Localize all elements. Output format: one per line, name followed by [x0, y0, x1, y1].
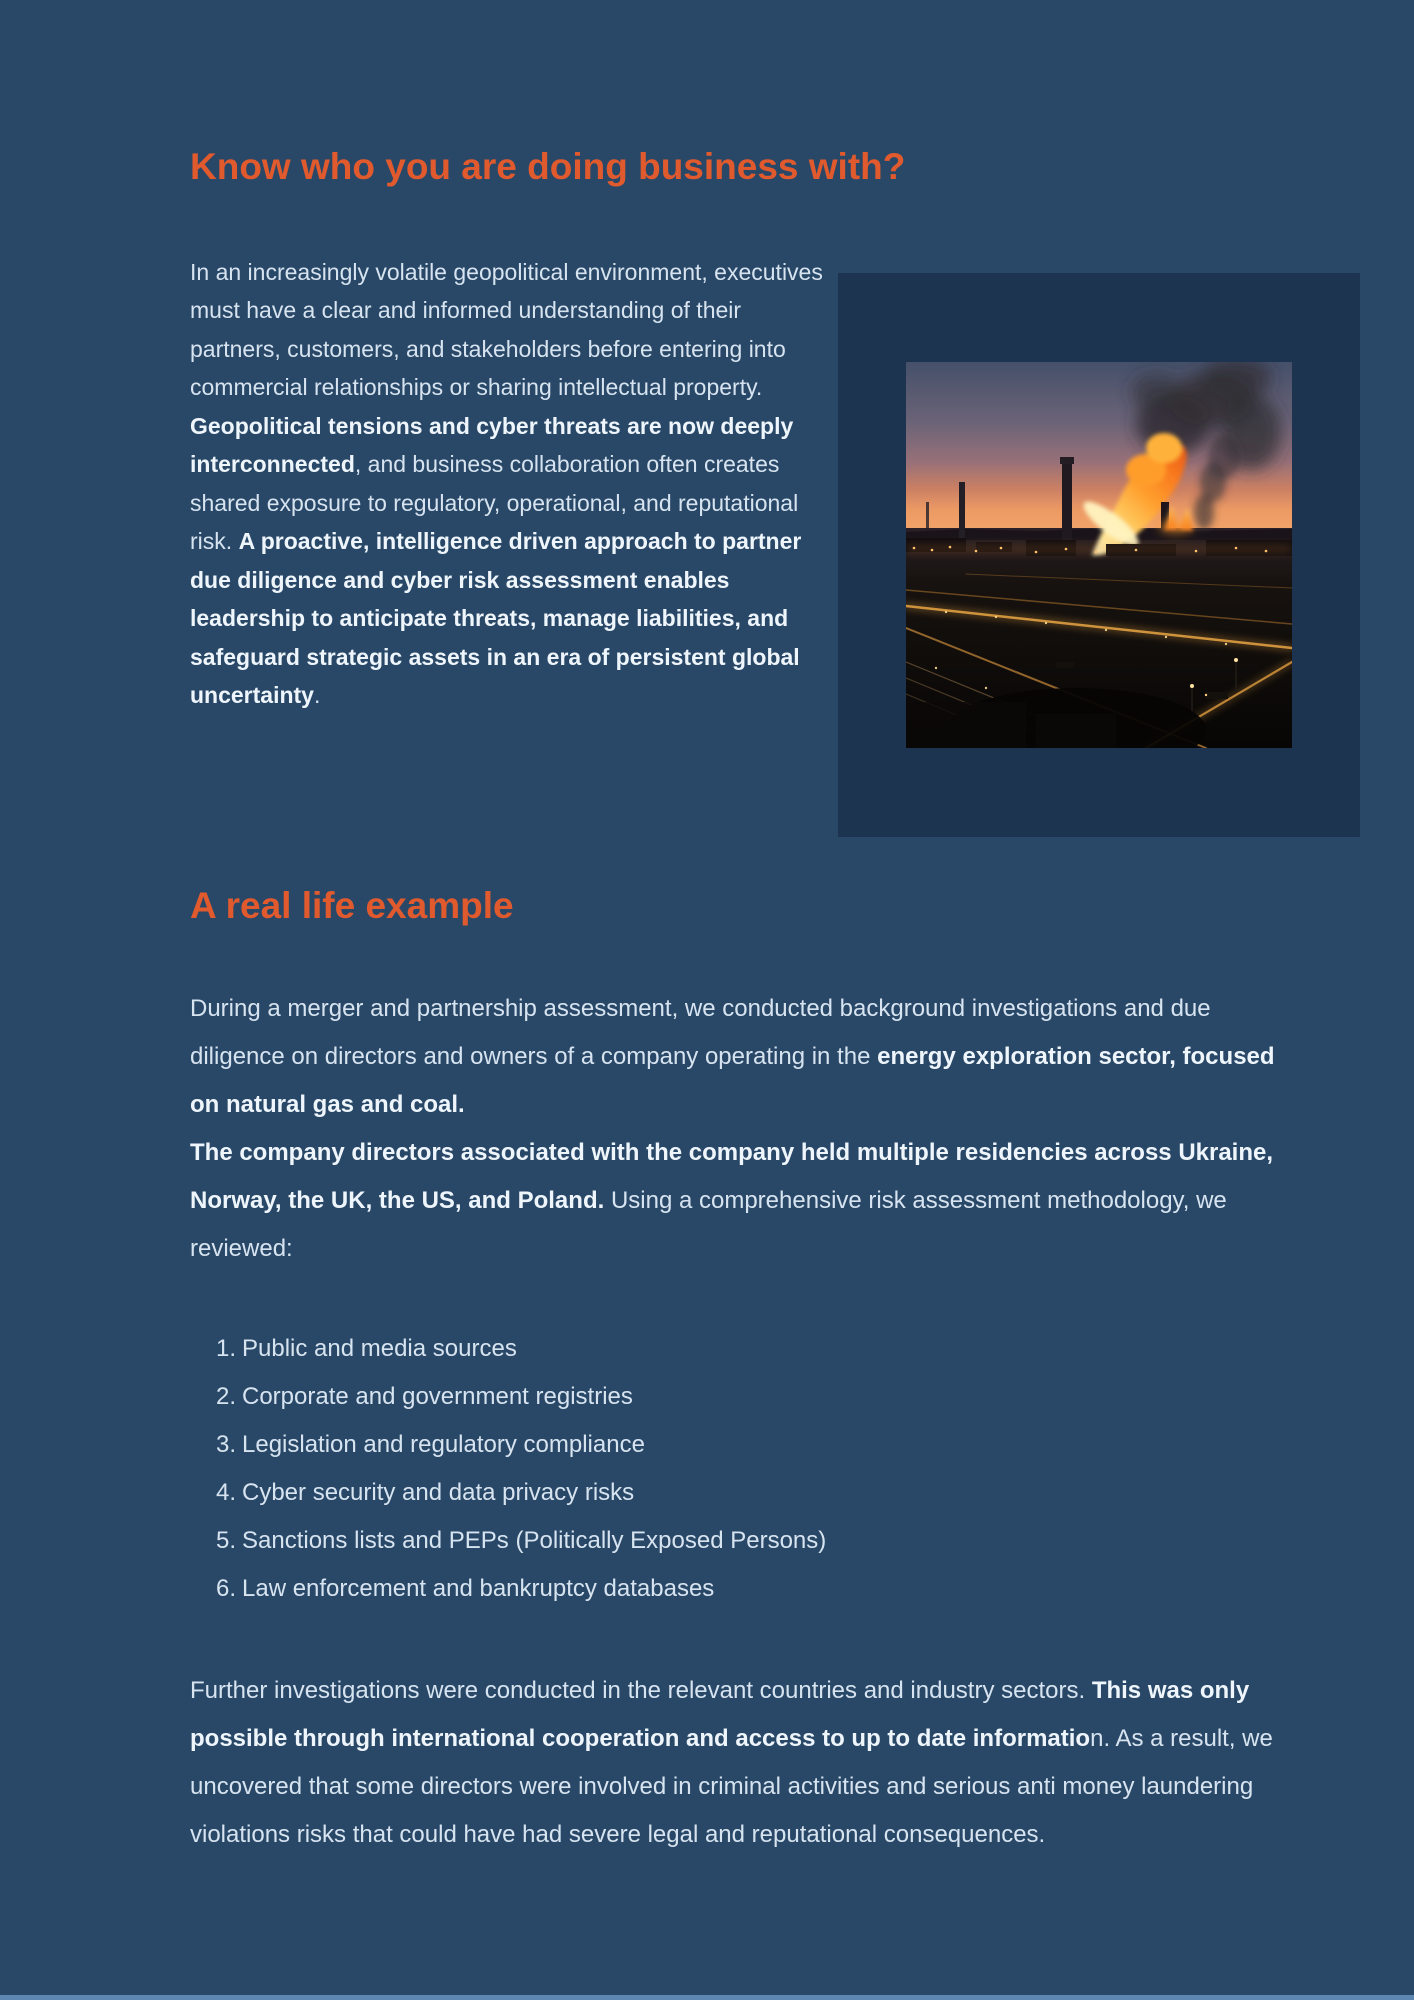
bottom-accent-bar — [0, 1995, 1414, 2000]
list-number: 3. — [216, 1431, 237, 1459]
list-number: 5. — [216, 1527, 237, 1555]
list-item-text: Law enforcement and bankruptcy databases — [242, 1575, 715, 1603]
list-number: 6. — [216, 1575, 237, 1603]
list-item-text: Cyber security and data privacy risks — [242, 1479, 635, 1507]
photo-panel — [838, 273, 1360, 837]
section1-heading: Know who you are doing business with? — [190, 146, 906, 187]
list-item-text: Legislation and regulatory compliance — [242, 1431, 645, 1459]
list-number: 2. — [216, 1383, 237, 1411]
list-item — [216, 1517, 1414, 1565]
review-list — [216, 1325, 1414, 1613]
case-study-paragraph: During a merger and partnership assessment, we conducted background investigations and due diligence on directors and owners of a company operating in the energy exploration sector, focused on natural gas and coal. The company directors associated with the company held multiple residencies across Ukraine, Norway, the UK, the US, and Poland. Using a comprehensive risk assessment methodology, we reviewed: — [190, 995, 1275, 1263]
section2-heading: A real life example — [190, 884, 514, 926]
list-number: 4. — [216, 1479, 237, 1507]
conclusion-paragraph: Further investigations were conducted in the relevant countries and industry sectors. This was only possible through international cooperation and access to up to date information. As a result, we uncovered that some directors were involved in criminal activities and serious anti money laundering violations risks that could have had severe legal and reputational consequences. — [190, 1677, 1273, 1849]
list-item-text: Public and media sources — [242, 1335, 517, 1363]
refinery-flare-photo — [906, 362, 1292, 748]
list-item-text: Sanctions lists and PEPs (Politically Exposed Persons) — [242, 1527, 827, 1555]
list-item — [216, 1421, 1414, 1469]
list-item — [216, 1469, 1414, 1517]
list-item — [216, 1565, 1414, 1613]
intro-paragraph: In an increasingly volatile geopolitical environment, executives must have a clear and informed understanding of their partners, customers, and stakeholders before entering into commercial relationships or sharing intellectual property. Geopolitical tensions and cyber threats are now deeply interconnected, and business collaboration often creates shared exposure to regulatory, operational, and reputational risk. A proactive, intelligence driven approach to partner due diligence and cyber risk assessment enables leadership to anticipate threats, manage liabilities, and safeguard strategic assets in an era of persistent global uncertainty. — [190, 258, 823, 709]
list-item-text: Corporate and government registries — [242, 1383, 633, 1411]
list-item — [216, 1325, 1414, 1373]
intro-row — [190, 253, 1360, 837]
list-item — [216, 1373, 1414, 1421]
list-number: 1. — [216, 1335, 237, 1363]
